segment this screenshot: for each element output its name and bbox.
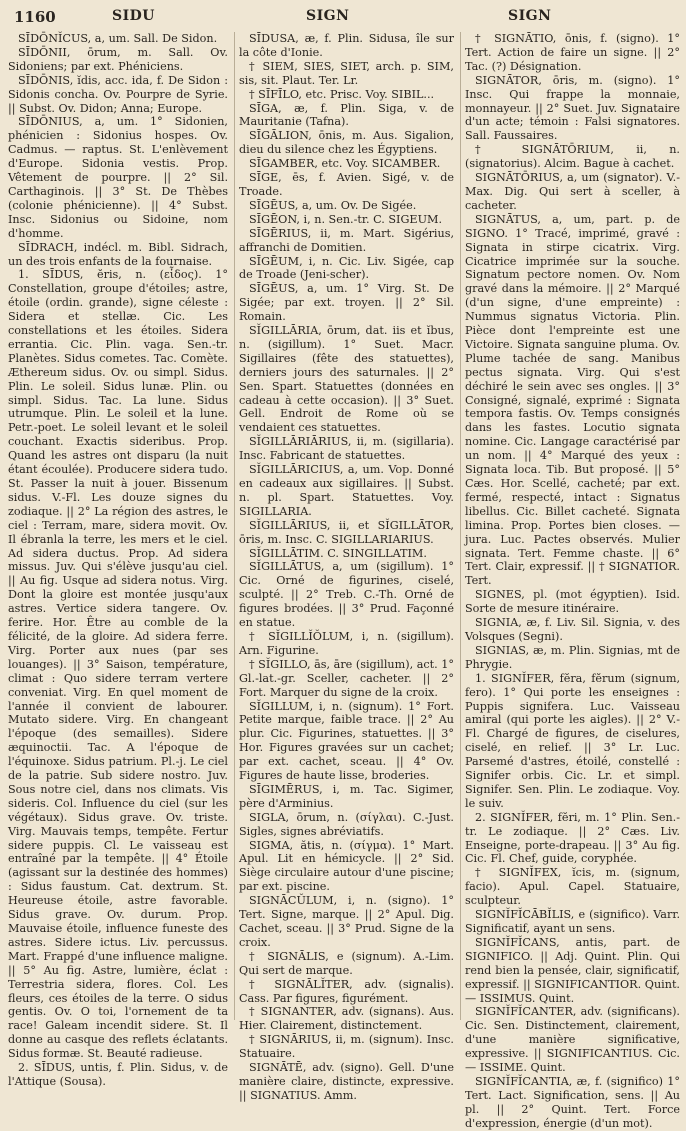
dictionary-entry: SĪDŌNĬCUS, a, um. Sall. De Sidon. [18, 32, 218, 45]
dictionary-entry: SĪGIMĒRUS, i, m. Tac. Sigimer, père d'Arminius. [239, 782, 454, 810]
dictionary-entry: SIGNIAS, æ, m. Plin. Signias, mt de Phrygie. [465, 643, 680, 671]
dictionary-entry: SIGNĬFĬCANS, antis, part. de SIGNIFICO. || Adj. Quint. Plin. Qui rend bien la pensée, clair, significatif, expressif. || SIGNIFICANTIOR. Quint. — ISSIMUS. Quint. [465, 935, 680, 1005]
running-head-right: SIGN [508, 8, 552, 24]
dictionary-entry: SĪDUSA, æ, f. Plin. Sidusa, île sur la côte d'Ionie. [239, 32, 454, 59]
dictionary-entry: 2. SIGNĬFER, fĕri, m. 1° Plin. Sen.-tr. Le zodiaque. || 2° Cæs. Liv. Enseigne, porte-drapeau. || 3° Au fig. Cic. Fl. Chef, guide, coryphée. [465, 810, 680, 866]
column-1 [8, 32, 228, 1088]
dictionary-entry: SIGNĀTĒ, adv. (signo). Gell. D'une manière claire, distincte, expressive. || SIGNATIUS. Amm. [239, 1061, 454, 1102]
running-head-middle: SIGN [306, 8, 350, 24]
dictionary-entry: SIGNĬFĬCĀBĬLIS, e (significo). Varr. Significatif, ayant un sens. [465, 908, 680, 935]
dictionary-entry: 1. SĪDUS, ĕris, n. (εἶδος). 1° Constellation, groupe d'étoiles; astre, étoile (ordin. grande), signe céleste : Sidera et stellæ. Cic. Les constellations et les étoiles. Sidera errantia. Cic. Plin. vaga. Sen.-tr. Planètes. Sidus cometes. Tac. Comète. Æthereum sidus. Ov. ou simpl. Sidus. Plin. Le soleil. Sidus lunæ. Plin. ou simpl. Sidus. Tac. La lune. Sidus utrumque. Plin. Le soleil et la lune. Petr.-poet. Le soleil levant et le soleil couchant. Exactis sideribus. Prop. Quand les astres ont disparu (la nuit étant écoulée). Producere sidera tudo. St. Passer la nuit à jouer. Bissenum sidus. V.-Fl. Les douze signes du zodiaque. || 2° La région des astres, le ciel : Terram, mare, sidera movit. Ov. Il ébranla la terre, les mers et le ciel. Ad sidera ductus. Prop. Ad sidera missus. Juv. Qui s'élève jusqu'au ciel. || Au fig. Usque ad sidera notus. Virg. Dont la gloire est montée jusqu'aux astres. Vertice sidera tangere. Ov. ferire. Hor. Être au comble de la félicité, de la gloire. Ad sidera ferre. Virg. Porter aux nues (par ses louanges). || 3° Saison, température, climat : Quo sidere terram vertere conveniat. Virg. En quel moment de l'année il convient de labourer. Mutato sidere. Virg. En changeant l'époque (des semailles). Sidere æquinoctii. Tac. A l'époque de l'équinoxe. Sidus patrium. Pl.-j. Le ciel de la patrie. Sub sidere nostro. Juv. Sous notre ciel, dans nos climats. Vis sideris. Col. Influence du ciel (sur les végétaux). Sidus grave. Ov. triste. Virg. Mauvais temps, tempête. Fertur sidere puppis. Cl. Le vaisseau est entraîné par la tempête. || 4° Étoile (agissant sur la destinée des hommes) : Sidus faustum. Cat. dextrum. St. Heureuse étoile, astre favorable. Sidus grave. Ov. durum. Prop. Mauvaise étoile, influence funeste des astres. Sidere ictus. Liv. percussus. Mart. Frappé d'une influence maligne. || 5° Au fig. Astre, lumière, éclat : Terrestria sidera, flores. Col. Les fleurs, ces étoiles de la terre. O sidus gentis. Ov. O toi, l'ornement de ta race! Galeam incendit sidere. St. Il donne au casque des reflets éclatants. Sidus formæ. St. Beauté radieuse. [8, 268, 228, 1061]
dictionary-entry: SĬGILLĀRIA, ōrum, dat. iis et ĭbus, n. (sigillum). 1° Suet. Macr. Sigillaires (fête des statuettes), derniers jours des saturnales. || 2° Sen. Spart. Statuettes (données en cadeau à cette occasion). || 3° Suet. Gell. Endroit de Rome où se vendaient ces statuettes. [239, 324, 454, 435]
dictionary-entry: SIGNES, pl. (mot égyptien). Isid. Sorte de mesure itinéraire. [465, 588, 680, 616]
dictionary-entry: SĪGĒUS, a, um. 1° Virg. St. De Sigée; par ext. troyen. || 2° Sil. Romain. [239, 282, 454, 324]
dictionary-entry: SIGNĀTUS, a, um, part. p. de SIGNO. 1° Tracé, imprimé, gravé : Signata in stirpe cicatrix. Virg. Cicatrice imprimée sur la souche. Signatum pectore nomen. Ov. Nom gravé dans la mémoire. || 2° Marqué (d'un signe, d'une empreinte) : Nummus signatus Victoria. Plin. Pièce dont l'empreinte est une Victoire. Signata sanguine pluma. Ov. Plume tachée de sang. Manibus pectus signata. Virg. Qui s'est déchiré le sein avec ses ongles. || 3° Consigné, signalé, exprimé : Signata tempora fastis. Ov. Temps consignés dans les fastes. Locutio signata nomine. Cic. Langage caractérisé par un nom. || 4° Marqué des yeux : Signata loca. Tib. But proposé. || 5° Cæs. Hor. Scellé, cacheté; par ext. fermé, respecté, intact : Signatus libellus. Cic. Billet cacheté. Signata limina. Prop. Portes bien closes. — jura. Luc. Pactes observés. Mulier signata. Tert. Femme chaste. || 6° Tert. Clair, expressif. || † SIGNATIOR. Tert. [465, 212, 680, 588]
dictionary-entry: SĪGA, æ, f. Plin. Siga, v. de Mauritanie (Tafna). [239, 101, 454, 129]
dictionary-entry: SĬGILLĀRICIUS, a, um. Vop. Donné en cadeaux aux sigillaires. || Subst. n. pl. Spart. Statuettes. Voy. SIGILLARIA. [239, 463, 454, 518]
dictionary-entry: SIGNĀTOR, ōris, m. (signo). 1° Insc. Qui frappe la monnaie, monnayeur. || 2° Suet. Juv. Signataire d'un acte; témoin : Falsi signatores. Sall. Faussaires. [465, 73, 680, 143]
dictionary-entry: SIGNĀCŬLUM, i, n. (signo). 1° Tert. Signe, marque. || 2° Apul. Dig. Cachet, sceau. || 3° Prud. Signe de la croix. [239, 894, 454, 949]
dictionary-entry: † SIGNĀRIUS, ii, m. (signum). Insc. Statuaire. [239, 1033, 454, 1061]
dictionary-entry: SĬGILLUM, i, n. (signum). 1° Fort. Petite marque, faible trace. || 2° Au plur. Cic. Figurines, statuettes. || 3° Hor. Figures gravées sur un cachet; par ext. cachet, sceau. || 4° Ov. Figures de haute lisse, broderies. [239, 699, 454, 783]
dictionary-entry: SIGLA, ōrum, n. (σίγλαι). C.-Just. Sigles, signes abréviatifs. [239, 810, 454, 838]
running-head-left: SIDU [112, 8, 156, 24]
dictionary-entry: SĪDŌNII, ōrum, m. Sall. Ov. Sidoniens; par ext. Phéniciens. [8, 45, 228, 73]
dictionary-entry: † SIGNĀLIS, e (signum). A.-Lim. Qui sert de marque. [239, 949, 454, 977]
column-3 [460, 32, 680, 1130]
dictionary-entry: SĪDRACH, indécl. m. Bibl. Sidrach, un des trois enfants de la fournaise. [8, 240, 228, 268]
dictionary-entry: SĪDŌNIS, ĭdis, acc. ida, f. De Sidon : Sidonis concha. Ov. Pourpre de Syrie. || Subst. Ov. Didon; Anna; Europe. [8, 73, 228, 115]
dictionary-entry: SĪGAMBER, etc. Voy. SICAMBER. [249, 157, 441, 171]
dictionary-entry: SĪGĒUS, a, um. Ov. De Sigée. [249, 198, 417, 212]
dictionary-entry: † SĬGILLĬŎLUM, i, n. (sigillum). Arn. Figurine. [239, 629, 454, 657]
dictionary-entry: † SIGNĬFEX, ĭcis, m. (signum, facio). Apul. Capel. Statuaire, sculpteur. [465, 866, 680, 908]
dictionary-entry: SĪGĀLION, ōnis, m. Aus. Sigalion, dieu du silence chez les Égyptiens. [239, 129, 454, 157]
dictionary-entry: SĪGĒON, i, n. Sen.-tr. C. SIGEUM. [249, 212, 443, 226]
dictionary-entry: SIGNIA, æ, f. Liv. Sil. Signia, v. des Volsques (Segni). [465, 616, 680, 643]
dictionary-entry: SĪGĒRIUS, ii, m. Mart. Sigérius, affranchi de Domitien. [239, 226, 454, 254]
dictionary-entry: † SĬGILLO, ās, āre (sigillum), act. 1° Gl.-lat.-gr. Sceller, cacheter. || 2° Fort. Marquer du signe de la croix. [239, 657, 454, 699]
dictionary-entry: SĬGILLĀTUS, a, um (sigillum). 1° Cic. Orné de figurines, ciselé, sculpté. || 2° Treb. C.-Th. Orné de figures brodées. || 3° Prud. Façonné en statue. [239, 560, 454, 630]
dictionary-entry: SĪGE, ēs, f. Avien. Sigé, v. de Troade. [239, 171, 454, 198]
dictionary-entry: † SIGNANTER, adv. (signans). Aus. Hier. Clairement, distinctement. [239, 1005, 454, 1033]
dictionary-entry: SIGMA, ătis, n. (σίγμα). 1° Mart. Apul. Lit en hémicycle. || 2° Sid. Siège circulaire autour d'une piscine; par ext. piscine. [239, 838, 454, 894]
dictionary-entry: SIGNĬFĬCANTER, adv. (significans). Cic. Sen. Distinctement, clairement, d'une manière significative, expressive. || SIGNIFICANTIUS. Cic. — ISSIME. Quint. [465, 1005, 680, 1075]
dictionary-entry: † SĪFĪLO, etc. Prisc. Voy. SIBIL... [249, 87, 435, 101]
dictionary-entry: SĬGILLĀTIM. C. SINGILLATIM. [249, 546, 427, 560]
dictionary-entry: † SIGNĀTIO, ōnis, f. (signo). 1° Tert. Action de faire un signe. || 2° Tac. (?) Désignation. [465, 32, 680, 73]
dictionary-entry: SIGNĬFĬCANTIA, æ, f. (significo) 1° Tert. Lact. Signification, sens. || Au pl. || 2° Quint. Tert. Force d'expression, énergie (d'un mot). [465, 1074, 680, 1130]
dictionary-entry: SĬGILLĀRIĀRIUS, ii, m. (sigillaria). Insc. Fabricant de statuettes. [239, 435, 454, 463]
dictionary-entry: † SIGNĀTŌRIUM, ii, n. (signatorius). Alcim. Bague à cachet. [465, 143, 680, 171]
page-number: 1160 [14, 8, 56, 26]
dictionary-entry: † SIGNĀLĬTER, adv. (signalis). Cass. Par figures, figurément. [239, 977, 454, 1005]
dictionary-entry: SĪDŌNIUS, a, um. 1° Sidonien, phénicien : Sidonius hospes. Ov. Cadmus. — raptus. St. L'enlèvement d'Europe. Sidonia vestis. Prop. Vêtement de pourpre. || 2° Sil. Carthaginois. || 3° St. De Thèbes (colonie phénicienne). || 4° Subst. Insc. Sidonius ou Sidoine, nom d'homme. [8, 115, 228, 240]
dictionary-entry: 2. SĪDUS, untis, f. Plin. Sidus, v. de l'Attique (Sousa). [8, 1061, 228, 1088]
dictionary-entry: SĬGILLĀRIUS, ii, et SĬGILLĀTOR, ōris, m. Insc. C. SIGILLARIARIUS. [239, 518, 454, 546]
page-header [0, 6, 686, 30]
dictionary-entry: SĪGĒUM, i, n. Cic. Liv. Sigée, cap de Troade (Jeni-scher). [239, 254, 454, 282]
dictionary-columns [8, 32, 682, 1130]
dictionary-entry: SIGNĀTŌRIUS, a, um (signator). V.-Max. Dig. Qui sert à sceller, à cacheter. [465, 171, 680, 212]
dictionary-entry: † SIEM, SIES, SIET, arch. p. SIM, sis, sit. Plaut. Ter. Lr. [239, 59, 454, 87]
column-2 [234, 32, 454, 1102]
dictionary-entry: 1. SIGNĬFER, fĕra, fĕrum (signum, fero). 1° Qui porte les enseignes : Puppis signifera. Luc. Vaisseau amiral (qui porte les aigles). || 2° V.-Fl. Chargé de figures, de ciselures, ciselé, en relief. || 3° Lr. Luc. Parsemé d'astres, étoilé, constellé : Signifer orbis. Cic. Lr. et simpl. Signifer. Sen. Plin. Le zodiaque. Voy. le suiv. [465, 671, 680, 810]
